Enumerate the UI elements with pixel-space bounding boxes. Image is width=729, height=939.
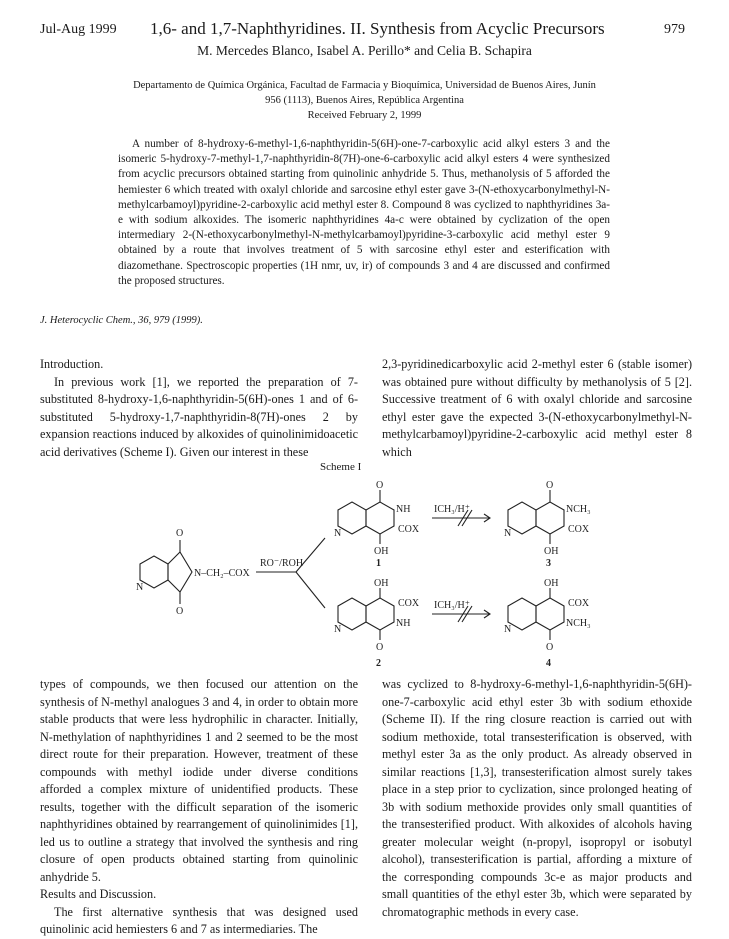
start-substituent: N–CH₂–COX [194,568,250,579]
compound-4-number: 4 [546,658,551,669]
c3-o: O [546,480,554,491]
c3-n: N [504,528,512,539]
start-imide-ring [168,552,192,592]
right-bottom-paragraph: was cyclized to 8-hydroxy-6-methyl-1,6-naphthyridin-5(6H)-one-7-carboxylic acid ethyl ester 3b with sodium ethoxide (Scheme II). If the ring closure reaction is carried out with sodium methoxide, total transesterification is observed, with methyl ester 3a as the only product. As already observed in similar reactions [1,3], transesterification almost surely takes place in a step prior to cyclization, since prolonged heating of 3b with sodium methoxide provides only small quantities of the transesterified product. With alkoxides of alcohols having greater molecular weight (n-propyl, isopropyl or isobutyl alcohol), transesterification is partial, affording a mixture of the corresponding compounds 3c-e as major products and small quantities of the ethyl ester 3b, which were separated by chromatographic methods in every case. [382,677,692,919]
c2-ring-b [366,598,394,630]
intro-heading: Introduction. [40,357,104,371]
c4-n: N [504,624,512,635]
journal-issue: Jul-Aug 1999 [40,22,117,37]
c4-ring-b [536,598,564,630]
right-top-paragraph: 2,3-pyridinedicarboxylic acid 2-methyl ester 6 (stable isomer) was obtained pure without difficulty by methanolysis of 5 [2]. Successive treatment of 6 with oxalyl chloride and sarcosine ethyl ester gave the expected 3-(N-ethoxycarbonylmethyl-N-methylcarbamoyl)pyridine-2-carboxylic acid methyl ester 8 which [382,357,692,459]
c1-ring-b [366,502,394,534]
compound-2-number: 2 [376,658,381,669]
c2-ring-a [338,598,366,630]
results-heading: Results and Discussion. [40,887,157,901]
received-date: Received February 2, 1999 [307,110,422,121]
intro-paragraph: In previous work [1], we reported the preparation of 7-substituted 8-hydroxy-1,6-naphthyridin-5(6H)-ones 1 and of 6-substituted 5-hydroxy-1,7-naphthyridin-8(7H)-ones 2 by expansion reactions induced by alkoxides of quinolinimidoacetic acid derivatives (Scheme I). Given our interest in these [40,374,358,459]
scheme-diagram [120,478,640,678]
start-o-bottom: O [176,606,184,617]
c1-nh: NH [396,504,411,515]
c4-o: O [546,642,554,653]
left-bottom-paragraph: types of compounds, we then focused our attention on the synthesis of N-methyl analogues 3 and 4, in order to obtain more stable products that were less hydrophilic in character. Initially, N-methylation of naphthyridines 1 and 2 seemed to be the most direct route for their preparation. However, treatment of these compounds with methyl iodide under diverse conditions afforded a complex mixture of unidentified products. These results, together with the difficult separation of the isomeric naphthyridines obtained by rearrangement of quinolinimides [1], led us to outline a strategy that involved the synthesis and ring closure of open products obtained starting from quinolinic anhydride 5. [40,677,358,884]
c2-o: O [376,642,384,653]
c1-oh: OH [374,546,389,557]
c2-n: N [334,624,342,635]
start-o-top: O [176,528,184,539]
c3-cox: COX [568,524,590,535]
c4-ring-a [508,598,536,630]
c3-nch3: NCH₃ [566,504,591,515]
c4-nch3: NCH₃ [566,618,591,629]
results-paragraph: The first alternative synthesis that was designed used quinolinic acid hemiesters 6 and 7 as intermediaries. The [40,904,358,936]
scheme-title: Scheme I [320,461,362,473]
c4-cox: COX [568,598,590,609]
c2-cox: COX [398,598,420,609]
c2-nh: NH [396,618,411,629]
arrow-down [296,572,325,608]
c3-ring-a [508,502,536,534]
c1-o: O [376,480,384,491]
compound-3-number: 3 [546,558,551,569]
c1-cox: COX [398,524,420,535]
c3-oh: OH [544,546,559,557]
reagent-main: RO⁻/ROH [260,558,304,569]
authors: M. Mercedes Blanco, Isabel A. Perillo* and Celia B. Schapira [197,43,532,58]
c2-oh: OH [374,578,389,589]
reagent-methyl-bottom: ICH₃/H⁺ [434,600,470,611]
reagent-methyl-top: ICH₃/H⁺ [434,504,470,515]
compound-1-number: 1 [376,558,381,569]
left-column-bottom [40,676,358,939]
c1-ring-a [338,502,366,534]
affiliation [0,78,729,123]
article-title: 1,6- and 1,7-Naphthyridines. II. Synthesis from Acyclic Precursors [150,19,605,38]
c1-n: N [334,528,342,539]
right-column-bottom [382,676,692,921]
intro-column [40,356,358,461]
affiliation-line-1: Departamento de Química Orgánica, Facultad de Farmacia y Bioquímica, Universidad de Buenos Aires, Junín [133,80,596,91]
c3-ring-b [536,502,564,534]
right-column-top [382,356,692,461]
start-pyridine-ring [140,556,168,588]
abstract: A number of 8-hydroxy-6-methyl-1,6-naphthyridin-5(6H)-one-7-carboxylic acid alkyl esters 3 and the isomeric 5-hydroxy-7-methyl-1,7-naphthyridin-8(7H)-one-6-carboxylic acid alkyl esters 4 were synthesized from acyclic precursors obtained starting from quinolinic anhydride 5. Thus, methanolysis of 5 afforded the hemiester 6 which treated with oxalyl chloride and sarcosine ethyl ester gave 3-(N-ethoxycarbonylmethyl-N-methylcarbamoyl)pyridine-2-carboxylic acid methyl ester 8. Compound 8 was cyclized to naphthyridines 3a-e with sodium alkoxides. The isomeric naphthyridines 4a-c were obtained by cyclization of the open intermediary 2-(N-ethoxycarbonylmethyl-N-methylcarbamoyl)pyridine-3-carboxylic acid methyl ester 9 obtained by a route that involves treatment of 5 with sarcosine ethyl ester and esterification with diazomethane. Spectroscopic properties (1H nmr, uv, ir) of compounds 3 and 4 are discussed and confirmed the proposed structures. [118,138,610,287]
citation: J. Heterocyclic Chem., 36, 979 (1999). [40,315,203,326]
start-n: N [136,582,144,593]
c4-oh: OH [544,578,559,589]
affiliation-line-2: 956 (1113), Buenos Aires, República Argentina [265,95,464,106]
page-number: 979 [664,22,685,37]
